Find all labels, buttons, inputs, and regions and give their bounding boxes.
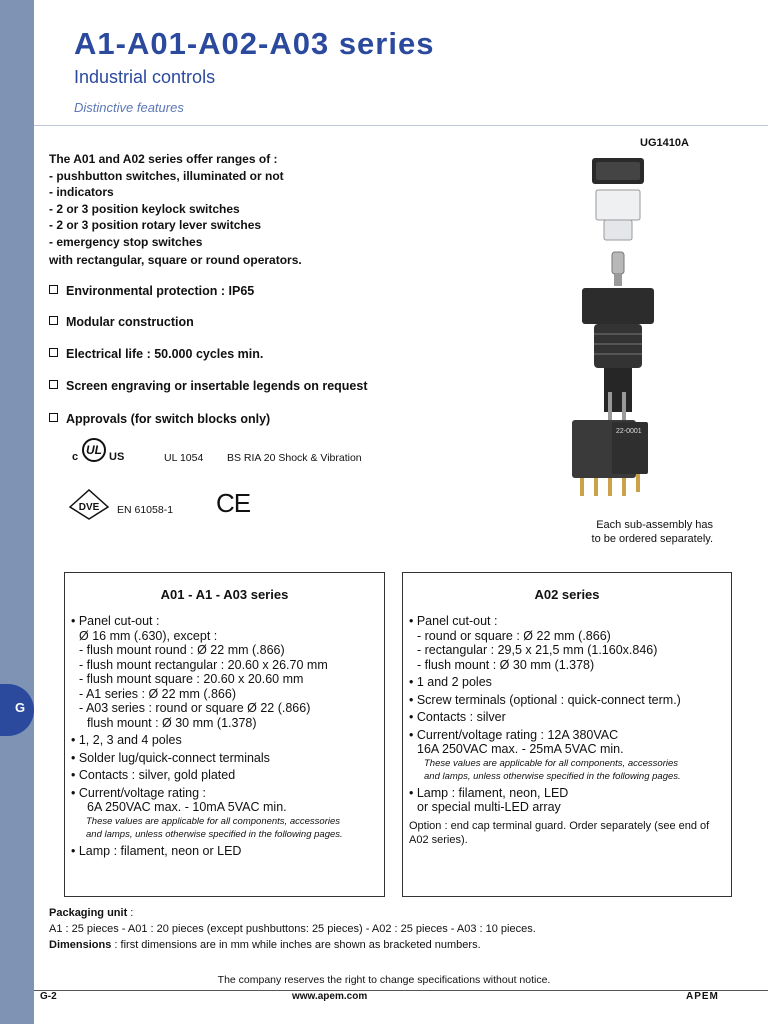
panel-line: • Panel cut-out : xyxy=(71,614,160,628)
panel-line: - round or square : Ø 22 mm (.866) xyxy=(417,628,611,643)
panel-line: These values are applicable for all components, accessories xyxy=(86,815,340,827)
feature-label: Electrical life : 50.000 cycles min. xyxy=(66,347,264,361)
panel-a02 xyxy=(402,572,732,897)
panel-line: These values are applicable for all components, accessories xyxy=(424,757,678,769)
panel-line: • 1 and 2 poles xyxy=(409,675,492,689)
footer-url: www.apem.com xyxy=(292,991,368,1002)
panel-line: - A03 series : round or square Ø 22 (.866) xyxy=(79,701,311,715)
image-caption xyxy=(560,518,713,546)
feature-label: Environmental protection : IP65 xyxy=(66,284,255,298)
en-standard: EN 61058-1 xyxy=(117,504,174,516)
header-divider xyxy=(34,125,768,126)
panel-line: • Current/voltage rating : 12A 380VAC xyxy=(409,727,619,742)
ul-standard: UL 1054 xyxy=(164,452,204,464)
panel-line: • Panel cut-out : xyxy=(409,614,498,628)
panel-line: - flush mount : Ø 30 mm (1.378) xyxy=(417,657,595,672)
footer-divider xyxy=(34,990,768,991)
packaging-label: Packaging unit xyxy=(49,907,128,919)
intro-item: - indicators xyxy=(49,185,114,199)
checkbox-bullet-icon xyxy=(49,348,58,357)
panel-line: - flush mount round : Ø 22 mm (.866) xyxy=(79,643,285,657)
panel-line: - flush mount square : 20.60 x 20.60 mm xyxy=(79,672,304,686)
checkbox-bullet-icon xyxy=(49,413,58,422)
panel-line: or special multi-LED array xyxy=(417,800,561,814)
feature-label: Approvals (for switch blocks only) xyxy=(66,412,271,426)
product-reference: UG1410A xyxy=(640,137,689,149)
checkbox-bullet-icon xyxy=(49,316,58,325)
intro-lead: The A01 and A02 series offer ranges of : xyxy=(49,152,278,166)
section-tab-label: G xyxy=(15,700,26,715)
feature-item xyxy=(49,379,367,393)
packaging-section xyxy=(49,905,536,953)
page-tagline: Distinctive features xyxy=(74,100,184,115)
caption-line: Each sub-assembly has xyxy=(596,519,713,531)
panel-line: - A1 series : Ø 22 mm (.866) xyxy=(79,686,236,701)
checkbox-bullet-icon xyxy=(49,285,58,294)
intro-item: - 2 or 3 position keylock switches xyxy=(49,201,240,216)
feature-label: Modular construction xyxy=(66,315,194,329)
panel-line: • Contacts : silver xyxy=(409,710,506,724)
ul-logo-icon: c UL US xyxy=(72,438,152,466)
packaging-label-suffix: : xyxy=(127,907,134,919)
panel-line: • Screw terminals (optional : quick-connect term.) xyxy=(409,692,681,707)
page-title: A1-A01-A02-A03 series xyxy=(74,26,435,61)
intro-text xyxy=(49,151,302,269)
svg-text:DVE: DVE xyxy=(78,502,100,513)
intro-item: - pushbutton switches, illuminated or not xyxy=(49,168,284,183)
feature-item xyxy=(49,315,194,329)
vde-logo-icon xyxy=(66,487,112,521)
page-number: G-2 xyxy=(40,991,57,1002)
page-subtitle: Industrial controls xyxy=(74,67,216,87)
product-exploded-view-icon xyxy=(560,152,680,512)
panel-line: - flush mount rectangular : 20.60 x 26.70 mm xyxy=(79,657,328,672)
panel-line: 16A 250VAC max. - 25mA 5VAC min. xyxy=(417,742,624,756)
intro-closing: with rectangular, square or round operators. xyxy=(49,253,302,267)
disclaimer: The company reserves the right to change specifications without notice. xyxy=(217,974,551,986)
bs-standard: BS RIA 20 Shock & Vibration xyxy=(227,452,362,464)
panel-line: • Contacts : silver, gold plated xyxy=(71,768,236,782)
panel-line: and lamps, unless otherwise specified in the following pages. xyxy=(424,770,681,782)
ce-mark-icon: CE xyxy=(216,488,251,518)
intro-item: - 2 or 3 position rotary lever switches xyxy=(49,218,262,232)
dimensions-label: Dimensions xyxy=(49,939,112,951)
panel-line: - rectangular : 29,5 x 21,5 mm (1.160x.846) xyxy=(417,643,658,657)
feature-item xyxy=(49,347,263,361)
panel-line: Option : end cap terminal guard. Order separately (see end of A02 series). xyxy=(409,819,710,846)
panel-line: 6A 250VAC max. - 10mA 5VAC min. xyxy=(87,800,287,814)
dimensions-text: : first dimensions are in mm while inches are shown as bracketed numbers. xyxy=(111,939,481,951)
feature-item xyxy=(49,412,270,426)
panel-line: • Lamp : filament, neon or LED xyxy=(71,843,242,858)
panel-line: • Solder lug/quick-connect terminals xyxy=(71,750,270,765)
feature-item xyxy=(49,284,254,298)
panel-line: • Lamp : filament, neon, LED xyxy=(409,785,569,800)
panel-line: • 1, 2, 3 and 4 poles xyxy=(71,733,182,747)
footer-brand: APEM xyxy=(686,991,719,1002)
caption-line: to be ordered separately. xyxy=(591,533,713,545)
feature-label: Screen engraving or insertable legends on request xyxy=(66,379,368,393)
panel-title: A01 - A1 - A03 series xyxy=(160,587,289,602)
panel-line: and lamps, unless otherwise specified in the following pages. xyxy=(86,828,343,840)
intro-item: - emergency stop switches xyxy=(49,234,203,249)
panel-line: • Current/voltage rating : xyxy=(71,785,206,800)
panel-body xyxy=(409,611,725,847)
checkbox-bullet-icon xyxy=(49,380,58,389)
panel-body xyxy=(71,611,378,858)
panel-title: A02 series xyxy=(534,587,600,602)
panel-a01-a1-a03 xyxy=(64,572,385,897)
panel-line: flush mount : Ø 30 mm (1.378) xyxy=(87,715,257,730)
left-sidebar-strip xyxy=(0,0,34,1024)
packaging-text: A1 : 25 pieces - A01 : 20 pieces (except pushbuttons: 25 pieces) - A02 : 25 pieces - A03 : 10 pieces. xyxy=(49,923,536,935)
panel-line: Ø 16 mm (.630), except : xyxy=(79,628,218,643)
switch-block-code: 22-0001 xyxy=(616,428,642,435)
